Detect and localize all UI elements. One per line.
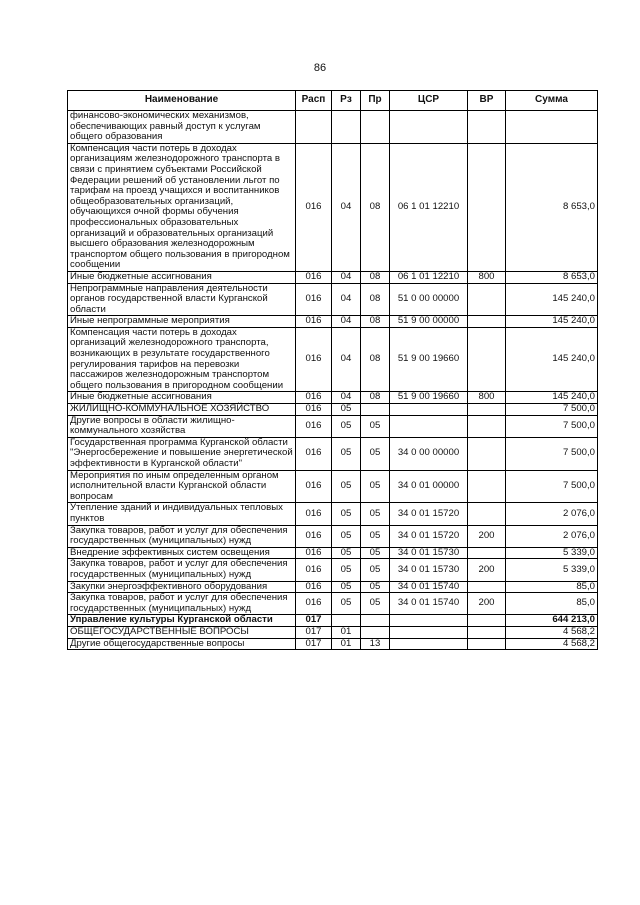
cell-rasp: 016 <box>296 470 332 503</box>
cell-csr: 34 0 01 00000 <box>390 470 468 503</box>
table-row <box>68 581 598 593</box>
cell-sum: 145 240,0 <box>506 316 598 328</box>
cell-sum: 5 339,0 <box>506 559 598 581</box>
cell-vr <box>468 437 506 470</box>
cell-rz: 05 <box>332 593 361 615</box>
cell-rz: 05 <box>332 415 361 437</box>
cell-rasp: 016 <box>296 503 332 525</box>
cell-rz: 04 <box>332 143 361 271</box>
cell-vr <box>468 626 506 638</box>
cell-rz: 04 <box>332 327 361 392</box>
cell-rasp: 016 <box>296 392 332 404</box>
cell-rasp: 017 <box>296 638 332 650</box>
cell-rasp: 016 <box>296 547 332 559</box>
cell-csr <box>390 638 468 650</box>
table-row <box>68 271 598 283</box>
cell-pr: 08 <box>361 271 390 283</box>
cell-rz: 01 <box>332 626 361 638</box>
cell-rasp: 016 <box>296 437 332 470</box>
cell-sum: 145 240,0 <box>506 283 598 316</box>
cell-sum: 7 500,0 <box>506 415 598 437</box>
cell-csr: 51 9 00 19660 <box>390 392 468 404</box>
cell-rasp <box>296 111 332 144</box>
cell-csr: 51 9 00 00000 <box>390 316 468 328</box>
page-number: 86 <box>313 62 327 74</box>
header-name: Наименование <box>68 91 296 111</box>
cell-sum: 2 076,0 <box>506 525 598 547</box>
cell-csr <box>390 404 468 416</box>
cell-csr: 51 0 00 00000 <box>390 283 468 316</box>
cell-pr <box>361 626 390 638</box>
cell-rasp: 017 <box>296 615 332 627</box>
cell-pr: 05 <box>361 581 390 593</box>
cell-pr: 05 <box>361 503 390 525</box>
cell-pr: 08 <box>361 316 390 328</box>
cell-pr: 05 <box>361 437 390 470</box>
cell-sum: 8 653,0 <box>506 271 598 283</box>
cell-rasp: 016 <box>296 143 332 271</box>
cell-name: Внедрение эффективных систем освещения <box>68 547 296 559</box>
table-row <box>68 415 598 437</box>
cell-sum: 7 500,0 <box>506 404 598 416</box>
cell-name: Компенсация части потерь в доходах организациям железнодорожного транспорта в связи с принятием субъектами Российской Федерации решений об установлении льгот по тарифам на проезд учащихся и воспитанников общеобразовательных организаций, обучающихся очной формы обучения профессиональных образовательных организаций и образовательных организаций высшего образования железнодорожным транспортом общего пользования в пригородном сообщении <box>68 143 296 271</box>
cell-sum: 145 240,0 <box>506 392 598 404</box>
cell-vr <box>468 283 506 316</box>
table-row <box>68 525 598 547</box>
cell-rz: 05 <box>332 503 361 525</box>
cell-pr: 05 <box>361 547 390 559</box>
table-row <box>68 470 598 503</box>
table-header-row <box>68 91 598 111</box>
cell-rasp: 016 <box>296 593 332 615</box>
cell-name: Иные бюджетные ассигнования <box>68 392 296 404</box>
cell-rz <box>332 615 361 627</box>
cell-vr: 800 <box>468 392 506 404</box>
table-row <box>68 111 598 144</box>
cell-sum: 5 339,0 <box>506 547 598 559</box>
table-body <box>68 111 598 650</box>
cell-sum <box>506 111 598 144</box>
cell-pr: 05 <box>361 525 390 547</box>
header-rz: Рз <box>332 91 361 111</box>
cell-rasp: 016 <box>296 415 332 437</box>
header-csr: ЦСР <box>390 91 468 111</box>
cell-rasp: 016 <box>296 559 332 581</box>
cell-pr: 05 <box>361 415 390 437</box>
cell-sum: 7 500,0 <box>506 437 598 470</box>
header-vr: ВР <box>468 91 506 111</box>
cell-vr: 800 <box>468 271 506 283</box>
cell-vr <box>468 111 506 144</box>
cell-csr: 34 0 01 15730 <box>390 547 468 559</box>
table-row <box>68 547 598 559</box>
cell-name: Закупка товаров, работ и услуг для обеспечения государственных (муниципальных) нужд <box>68 559 296 581</box>
budget-table <box>67 90 598 650</box>
cell-sum: 7 500,0 <box>506 470 598 503</box>
cell-name: Иные бюджетные ассигнования <box>68 271 296 283</box>
table-row <box>68 327 598 392</box>
cell-pr <box>361 404 390 416</box>
cell-csr: 06 1 01 12210 <box>390 271 468 283</box>
cell-rz: 05 <box>332 470 361 503</box>
cell-sum: 145 240,0 <box>506 327 598 392</box>
cell-name: Управление культуры Курганской области <box>68 615 296 627</box>
cell-pr: 08 <box>361 143 390 271</box>
cell-csr <box>390 111 468 144</box>
cell-rz <box>332 111 361 144</box>
header-rasp: Расп <box>296 91 332 111</box>
cell-rz: 05 <box>332 559 361 581</box>
cell-vr <box>468 404 506 416</box>
table-row <box>68 593 598 615</box>
cell-csr: 34 0 01 15720 <box>390 525 468 547</box>
cell-rz: 01 <box>332 638 361 650</box>
cell-vr <box>468 415 506 437</box>
table-row <box>68 503 598 525</box>
cell-csr <box>390 615 468 627</box>
cell-rz: 04 <box>332 271 361 283</box>
cell-pr: 08 <box>361 327 390 392</box>
cell-name: Другие вопросы в области жилищно-коммунального хозяйства <box>68 415 296 437</box>
cell-pr: 08 <box>361 283 390 316</box>
cell-name: финансово-экономических механизмов, обеспечивающих равный доступ к услугам общего образования <box>68 111 296 144</box>
cell-pr: 13 <box>361 638 390 650</box>
cell-rasp: 016 <box>296 525 332 547</box>
cell-rasp: 016 <box>296 581 332 593</box>
cell-name: Утепление зданий и индивидуальных тепловых пунктов <box>68 503 296 525</box>
cell-csr: 34 0 01 15740 <box>390 581 468 593</box>
cell-pr: 05 <box>361 470 390 503</box>
cell-vr <box>468 316 506 328</box>
cell-csr <box>390 415 468 437</box>
cell-rasp: 016 <box>296 316 332 328</box>
cell-vr <box>468 615 506 627</box>
cell-vr <box>468 143 506 271</box>
cell-rasp: 016 <box>296 327 332 392</box>
cell-csr: 34 0 01 15740 <box>390 593 468 615</box>
cell-name: Иные непрограммные мероприятия <box>68 316 296 328</box>
cell-vr <box>468 470 506 503</box>
table-row <box>68 283 598 316</box>
cell-name: Мероприятия по иным определенным органом исполнительной власти Курганской области вопросам <box>68 470 296 503</box>
cell-csr: 06 1 01 12210 <box>390 143 468 271</box>
cell-rasp: 016 <box>296 283 332 316</box>
cell-pr: 05 <box>361 593 390 615</box>
cell-csr: 51 9 00 19660 <box>390 327 468 392</box>
cell-sum: 4 568,2 <box>506 638 598 650</box>
cell-rz: 04 <box>332 316 361 328</box>
cell-vr <box>468 581 506 593</box>
table-row <box>68 638 598 650</box>
cell-rz: 05 <box>332 525 361 547</box>
table-row <box>68 559 598 581</box>
cell-vr: 200 <box>468 593 506 615</box>
cell-name: Закупка товаров, работ и услуг для обеспечения государственных (муниципальных) нужд <box>68 525 296 547</box>
table-row <box>68 143 598 271</box>
cell-csr: 34 0 01 15720 <box>390 503 468 525</box>
cell-pr: 08 <box>361 392 390 404</box>
cell-pr <box>361 111 390 144</box>
cell-pr <box>361 615 390 627</box>
cell-name: Государственная программа Курганской области "Энергосбережение и повышение энергетической эффективности в Курганской области" <box>68 437 296 470</box>
cell-rz: 04 <box>332 392 361 404</box>
cell-rz: 05 <box>332 404 361 416</box>
cell-rasp: 017 <box>296 626 332 638</box>
cell-rz: 05 <box>332 547 361 559</box>
cell-rz: 04 <box>332 283 361 316</box>
cell-rasp: 016 <box>296 271 332 283</box>
header-pr: Пр <box>361 91 390 111</box>
table-row <box>68 615 598 627</box>
cell-sum: 85,0 <box>506 593 598 615</box>
cell-csr: 34 0 01 15730 <box>390 559 468 581</box>
cell-sum: 644 213,0 <box>506 615 598 627</box>
table-row <box>68 437 598 470</box>
cell-name: Непрограммные направления деятельности органов государственной власти Курганской области <box>68 283 296 316</box>
cell-vr: 200 <box>468 525 506 547</box>
cell-name: Другие общегосударственные вопросы <box>68 638 296 650</box>
cell-vr <box>468 503 506 525</box>
cell-pr: 05 <box>361 559 390 581</box>
cell-rz: 05 <box>332 437 361 470</box>
cell-vr <box>468 547 506 559</box>
table-row <box>68 626 598 638</box>
cell-sum: 4 568,2 <box>506 626 598 638</box>
table-row <box>68 392 598 404</box>
cell-vr: 200 <box>468 559 506 581</box>
cell-vr <box>468 327 506 392</box>
table-row <box>68 404 598 416</box>
cell-name: ЖИЛИЩНО-КОММУНАЛЬНОЕ ХОЗЯЙСТВО <box>68 404 296 416</box>
cell-csr <box>390 626 468 638</box>
header-sum: Сумма <box>506 91 598 111</box>
cell-sum: 2 076,0 <box>506 503 598 525</box>
table-row <box>68 316 598 328</box>
cell-rasp: 016 <box>296 404 332 416</box>
cell-vr <box>468 638 506 650</box>
cell-name: Закупка товаров, работ и услуг для обеспечения государственных (муниципальных) нужд <box>68 593 296 615</box>
cell-sum: 8 653,0 <box>506 143 598 271</box>
cell-name: Компенсация части потерь в доходах организаций железнодорожного транспорта, возникающих в результате государственного регулирования тарифов на перевозки пассажиров железнодорожным транспортом общего пользования в пригородном сообщении <box>68 327 296 392</box>
cell-sum: 85,0 <box>506 581 598 593</box>
cell-name: ОБЩЕГОСУДАРСТВЕННЫЕ ВОПРОСЫ <box>68 626 296 638</box>
cell-rz: 05 <box>332 581 361 593</box>
cell-name: Закупки энергоэффективного оборудования <box>68 581 296 593</box>
cell-csr: 34 0 00 00000 <box>390 437 468 470</box>
